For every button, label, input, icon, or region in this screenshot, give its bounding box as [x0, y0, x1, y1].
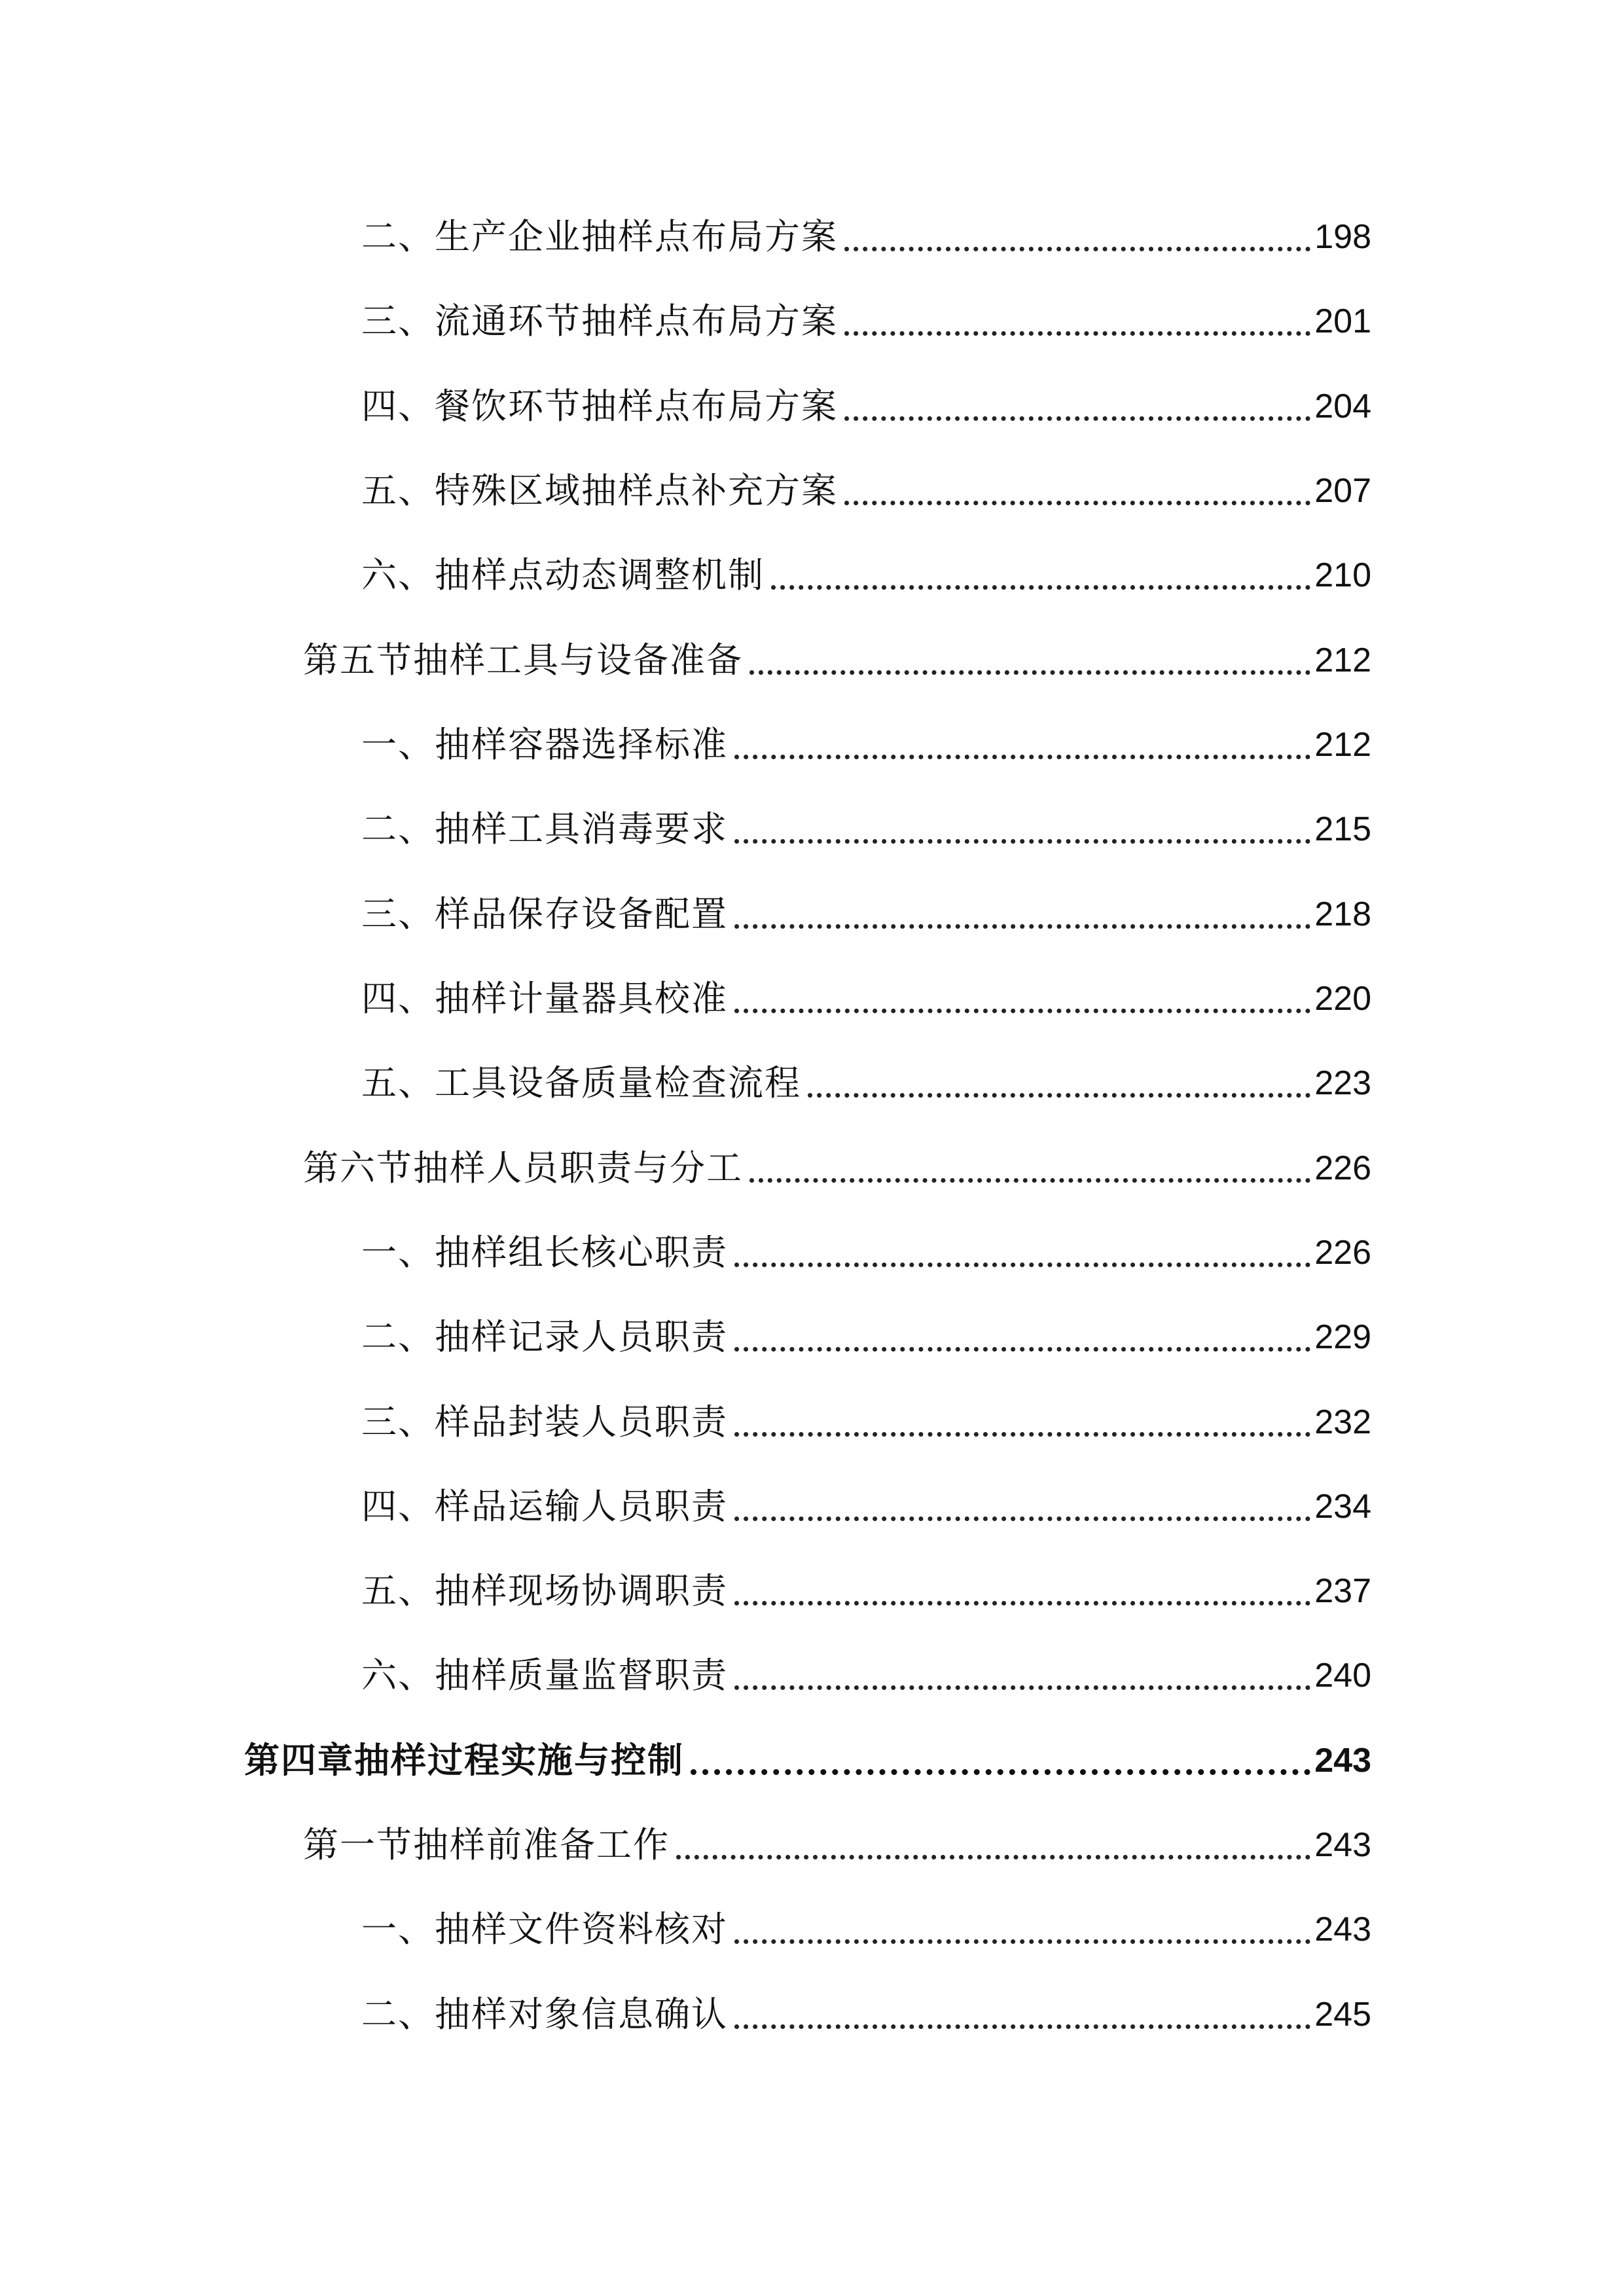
toc-dot-leader	[734, 1649, 1310, 1702]
toc-dot-leader	[749, 634, 1310, 687]
toc-dot-leader	[676, 1819, 1310, 1871]
toc-entry[interactable]	[0, 1396, 1624, 1448]
toc-entry-title: 第五节抽样工具与设备准备	[303, 639, 743, 681]
toc-entry-title: 四、餐饮环节抽样点布局方案	[361, 386, 838, 427]
toc-entry-title: 第四章抽样过程实施与控制	[244, 1740, 684, 1781]
toc-entry-page: 201	[1314, 302, 1371, 340]
toc-entry[interactable]	[0, 1311, 1624, 1363]
toc-entry-page: 212	[1314, 641, 1371, 679]
toc-entry-page: 226	[1314, 1234, 1371, 1272]
toc-entry[interactable]	[0, 719, 1624, 771]
toc-dot-leader	[734, 1396, 1310, 1448]
toc-entry-title: 五、工具设备质量检查流程	[361, 1062, 801, 1103]
toc-entry[interactable]	[0, 465, 1624, 517]
toc-entry-page: 237	[1314, 1572, 1371, 1610]
toc-entry[interactable]	[0, 380, 1624, 433]
toc-entry[interactable]	[0, 1819, 1624, 1871]
toc-entry-page: 223	[1314, 1064, 1371, 1102]
toc-dot-leader	[734, 719, 1310, 771]
toc-entry-title: 五、特殊区域抽样点补充方案	[361, 470, 838, 511]
toc-entry[interactable]	[0, 1227, 1624, 1279]
toc-entry[interactable]	[0, 549, 1624, 601]
toc-entry-title: 一、抽样容器选择标准	[361, 724, 728, 765]
toc-dot-leader	[734, 888, 1310, 941]
toc-entry-title: 二、抽样记录人员职责	[361, 1316, 728, 1357]
toc-entry-page: 218	[1314, 895, 1371, 933]
toc-entry[interactable]	[0, 803, 1624, 855]
toc-entry[interactable]	[0, 1903, 1624, 1956]
toc-entry[interactable]	[0, 888, 1624, 941]
toc-entry-page: 243	[1314, 1826, 1371, 1864]
toc-dot-leader	[749, 1142, 1310, 1194]
toc-entry[interactable]	[0, 1565, 1624, 1617]
toc-entry-page: 243	[1314, 1742, 1371, 1780]
toc-entry-title: 六、抽样质量监督职责	[361, 1655, 728, 1696]
toc-dot-leader	[734, 1480, 1310, 1533]
toc-entry-title: 四、抽样计量器具校准	[361, 978, 728, 1019]
toc-dot-leader	[808, 1057, 1310, 1109]
toc-entry-page: 198	[1314, 218, 1371, 256]
toc-dot-leader	[734, 1227, 1310, 1279]
toc-entry[interactable]	[0, 295, 1624, 348]
toc-entry-title: 二、抽样工具消毒要求	[361, 808, 728, 850]
toc-dot-leader	[844, 211, 1310, 263]
toc-entry-title: 五、抽样现场协调职责	[361, 1570, 728, 1611]
toc-entry[interactable]	[0, 973, 1624, 1025]
toc-entry-page: 207	[1314, 472, 1371, 510]
toc-dot-leader	[734, 1988, 1310, 2041]
toc-dot-leader	[734, 803, 1310, 855]
toc-entry-title: 第六节抽样人员职责与分工	[303, 1147, 743, 1189]
toc-entry[interactable]	[0, 634, 1624, 687]
toc-entry-page: 234	[1314, 1488, 1371, 1526]
toc-entry[interactable]	[0, 1142, 1624, 1194]
toc-entry-title: 一、抽样文件资料核对	[361, 1909, 728, 1950]
toc-entry-page: 215	[1314, 810, 1371, 848]
toc-entry-title: 三、样品封装人员职责	[361, 1401, 728, 1443]
toc-entry-page: 245	[1314, 1996, 1371, 2034]
toc-entry-title: 四、样品运输人员职责	[361, 1486, 728, 1527]
toc-entry-page: 212	[1314, 726, 1371, 764]
toc-entry[interactable]	[0, 1057, 1624, 1109]
toc-entry-title: 三、样品保存设备配置	[361, 893, 728, 935]
toc-entry[interactable]	[0, 1734, 1624, 1787]
toc-entry[interactable]	[0, 1480, 1624, 1533]
toc-entry-page: 229	[1314, 1318, 1371, 1356]
toc-dot-leader	[734, 1903, 1310, 1956]
toc-dot-leader	[771, 549, 1310, 601]
toc-entry-title: 二、抽样对象信息确认	[361, 1994, 728, 2035]
toc-dot-leader	[844, 465, 1310, 517]
toc-entry-page: 210	[1314, 556, 1371, 594]
toc-entry[interactable]	[0, 1649, 1624, 1702]
toc-entry-page: 204	[1314, 387, 1371, 425]
toc-entry[interactable]	[0, 211, 1624, 263]
toc-entry-page: 220	[1314, 980, 1371, 1018]
toc-entry-page: 226	[1314, 1149, 1371, 1187]
toc-entry-title: 二、生产企业抽样点布局方案	[361, 216, 838, 257]
toc-entry-title: 一、抽样组长核心职责	[361, 1232, 728, 1273]
toc-entry-title: 第一节抽样前准备工作	[303, 1824, 670, 1865]
toc-entry-title: 三、流通环节抽样点布局方案	[361, 300, 838, 342]
toc-entry-title: 六、抽样点动态调整机制	[361, 554, 765, 596]
toc-dot-leader	[734, 1311, 1310, 1363]
toc-dot-leader	[844, 380, 1310, 433]
toc-entry-page: 243	[1314, 1910, 1371, 1948]
toc-entry-page: 240	[1314, 1657, 1371, 1695]
toc-entry[interactable]	[0, 1988, 1624, 2041]
toc-dot-leader	[734, 973, 1310, 1025]
toc-dot-leader	[734, 1565, 1310, 1617]
toc-entry-page: 232	[1314, 1403, 1371, 1441]
toc-dot-leader	[844, 295, 1310, 348]
toc-dot-leader	[691, 1734, 1310, 1787]
